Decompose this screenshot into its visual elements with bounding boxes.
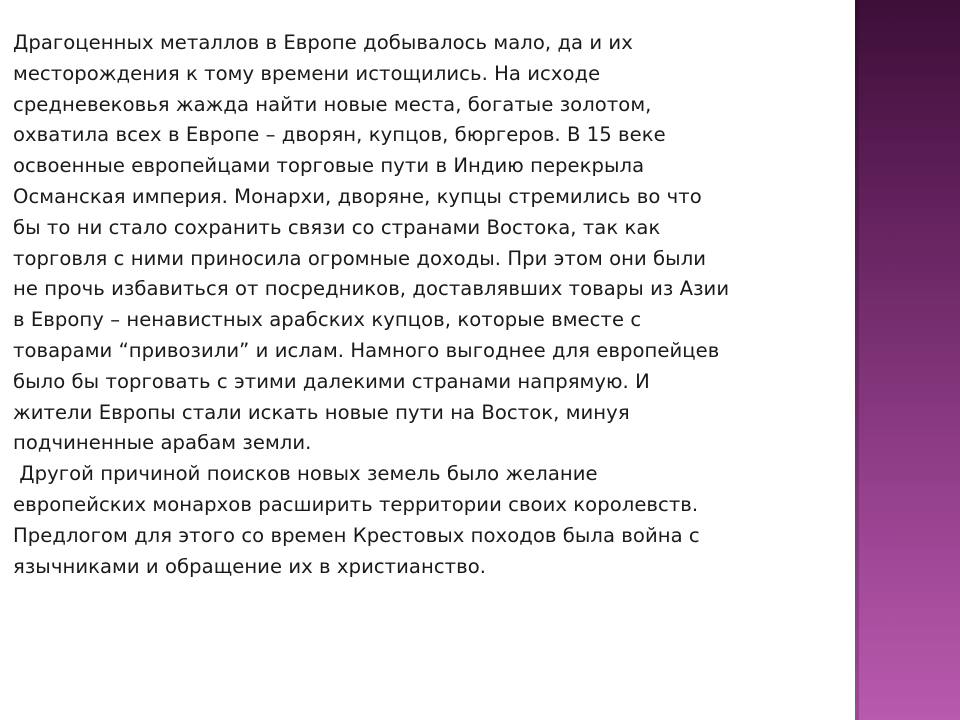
text-line-13: жители Европы стали искать новые пути на Восток, минуя	[13, 400, 630, 424]
text-line-16: европейских монархов расширить территории своих королевств.	[13, 492, 699, 516]
text-line-15: Другой причиной поисков новых земель было желание	[13, 462, 598, 486]
text-line-14: подчиненные арабам земли.	[13, 431, 312, 455]
text-line-10: в Европу – ненавистных арабских купцов, которые вместе с	[13, 308, 642, 332]
text-line-11: товарами “привозили” и ислам. Намного выгоднее для европейцев	[13, 338, 720, 362]
side-band-edge	[855, 0, 859, 720]
decorative-side-band	[855, 0, 960, 720]
text-line-3: средневековья жажда найти новые места, богатые золотом,	[13, 92, 652, 116]
text-line-2: месторождения к тому времени истощились. На исходе	[13, 61, 601, 85]
text-line-8: торговля с ними приносила огромные доходы. При этом они были	[13, 246, 707, 270]
text-line-9: не прочь избавиться от посредников, доставлявших товары из Азии	[13, 277, 730, 301]
text-line-5: освоенные европейцами торговые пути в Индию перекрыла	[13, 154, 645, 178]
text-line-18: язычниками и обращение их в христианство.	[13, 554, 487, 578]
slide-body-text	[13, 28, 853, 582]
text-line-4: охватила всех в Европе – дворян, купцов, бюргеров. В 15 веке	[13, 123, 666, 147]
text-line-7: бы то ни стало сохранить связи со странами Востока, так как	[13, 215, 661, 239]
text-line-17: Предлогом для этого со времен Крестовых походов была война с	[13, 523, 700, 547]
text-line-1: Драгоценных металлов в Европе добывалось мало, да и их	[13, 31, 633, 54]
text-line-6: Османская империя. Монархи, дворяне, купцы стремились во что	[13, 184, 702, 208]
text-line-12: было бы торговать с этими далекими странами напрямую. И	[13, 369, 650, 393]
